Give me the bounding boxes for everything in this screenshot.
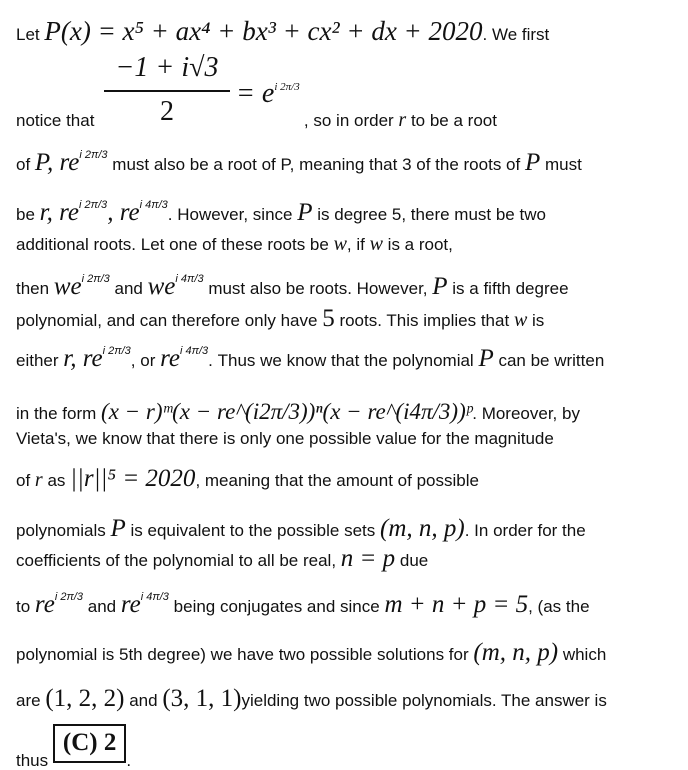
fraction-numerator: −1 + i√3 [104, 52, 230, 92]
text: and [114, 279, 143, 298]
polynomial-equation: P(x) = x⁵ + ax⁴ + bx³ + cx² + dx + 2020 [44, 16, 483, 46]
text: and [129, 691, 158, 710]
text: either [16, 351, 59, 370]
line-14 [16, 592, 590, 617]
text: , if [346, 235, 365, 254]
text: polynomial, and can therefore only have [16, 311, 318, 330]
text: of [16, 471, 31, 490]
line-16 [16, 686, 607, 711]
text: , (as the [528, 597, 590, 616]
math-equation: m + n + p = 5 [384, 591, 529, 618]
math-expr: we [53, 273, 82, 300]
text: and [87, 597, 117, 616]
text: must also be roots. However, [208, 279, 428, 298]
line-17 [16, 724, 131, 769]
math-r: r [34, 469, 43, 491]
text: . Moreover, by [472, 404, 580, 423]
line-2 [16, 110, 497, 130]
math-P: P [524, 149, 541, 176]
line-6 [16, 274, 569, 299]
math-expr: re [34, 591, 55, 618]
math-exponent: i 4π/3 [180, 345, 209, 357]
text: . Thus we know that the polynomial [208, 351, 474, 370]
factored-form: (x − r)ᵐ(x − re^(i2π/3))ⁿ(x − re^(i4π/3))ᵖ [101, 399, 473, 424]
magnitude-equation: ||r||⁵ = 2020 [70, 465, 196, 492]
math-exponent: i 2π/3 [79, 149, 108, 161]
fraction-denominator: 2 [160, 96, 174, 127]
text: yielding two possible polynomials. The answer is [241, 691, 607, 710]
math-set: (m, n, p) [473, 639, 559, 666]
math-expr: re [160, 345, 180, 372]
line-12 [16, 516, 586, 541]
text: . We first [482, 25, 550, 44]
text: is [532, 311, 545, 330]
math-expr: r, re [39, 199, 80, 226]
text: can be written [498, 351, 605, 370]
line-10 [16, 430, 554, 447]
text: thus [16, 751, 49, 770]
math-exponent: i 2π/3 [54, 591, 83, 603]
line-7 [16, 306, 544, 331]
math-P: P [110, 515, 126, 542]
text: additional roots. Let one of these roots be [16, 235, 329, 254]
text: is degree 5, there must be two [317, 205, 546, 224]
line-5 [16, 234, 453, 254]
exp-base: = e [236, 78, 275, 109]
math-w: w [513, 309, 528, 331]
math-exponent: i 4π/3 [139, 199, 168, 211]
math-w: w [333, 233, 347, 255]
line-8 [16, 346, 604, 371]
text: to [16, 597, 31, 616]
line-15 [16, 640, 606, 665]
text: , so in order [303, 111, 394, 130]
text: is a fifth degree [452, 279, 569, 298]
line-3 [16, 150, 582, 175]
math-exponent: i 2π/3 [81, 273, 110, 285]
text: must [544, 155, 582, 174]
text: are [16, 691, 41, 710]
text: as [47, 471, 66, 490]
text: which [562, 645, 607, 664]
line-11 [16, 466, 479, 491]
text: . In order for the [464, 521, 586, 540]
math-expr: re [120, 591, 141, 618]
text: in the form [16, 404, 97, 423]
text: , or [130, 351, 156, 370]
text: must also be a root of P, meaning that 3 of the roots of [112, 155, 521, 174]
math-expr: P, re [34, 149, 80, 176]
math-exponent: i 2π/3 [79, 199, 108, 211]
line-1 [16, 18, 549, 45]
text: Let [16, 25, 40, 44]
text: to be a root [410, 111, 497, 130]
text: notice that [16, 111, 95, 130]
text: of [16, 155, 31, 174]
math-r: r [398, 109, 407, 131]
math-5: 5 [322, 305, 335, 332]
text: polynomial is 5th degree) we have two possible solutions for [16, 645, 469, 664]
math-P: P [478, 345, 494, 372]
exp-exponent: i 2π/3 [274, 81, 300, 93]
math-exponent: i 4π/3 [140, 591, 169, 603]
math-P: P [297, 199, 313, 226]
text: then [16, 279, 50, 298]
answer-box: (C) 2 [53, 724, 126, 763]
math-expr: r, re [63, 345, 103, 372]
text: be [16, 205, 35, 224]
math-expr: , re [107, 199, 140, 226]
line-13 [16, 546, 428, 571]
text: , meaning that the amount of possible [195, 471, 479, 490]
math-exponent: i 2π/3 [102, 345, 131, 357]
text: polynomials [16, 521, 106, 540]
math-w: w [369, 233, 383, 255]
text: due [399, 551, 429, 570]
line-9 [16, 400, 580, 423]
solution-tuple: (1, 2, 2) [45, 685, 125, 712]
text: is a root, [387, 235, 453, 254]
exponential-form [236, 80, 300, 108]
math-expr: we [147, 273, 176, 300]
math-exponent: i 4π/3 [175, 273, 204, 285]
math-P: P [432, 273, 448, 300]
text: is equivalent to the possible sets [130, 521, 376, 540]
text: . [126, 751, 132, 770]
text: coefficients of the polynomial to all be real, [16, 551, 337, 570]
text: being conjugates and since [173, 597, 380, 616]
text: roots. This implies that [339, 311, 510, 330]
text: Vieta's, we know that there is only one possible value for the magnitude [16, 429, 554, 448]
solution-tuple: (3, 1, 1) [162, 685, 242, 712]
line-4 [16, 200, 546, 225]
math-set: (m, n, p) [380, 515, 465, 542]
text: . However, since [167, 205, 293, 224]
math-equation: n = p [340, 545, 396, 572]
